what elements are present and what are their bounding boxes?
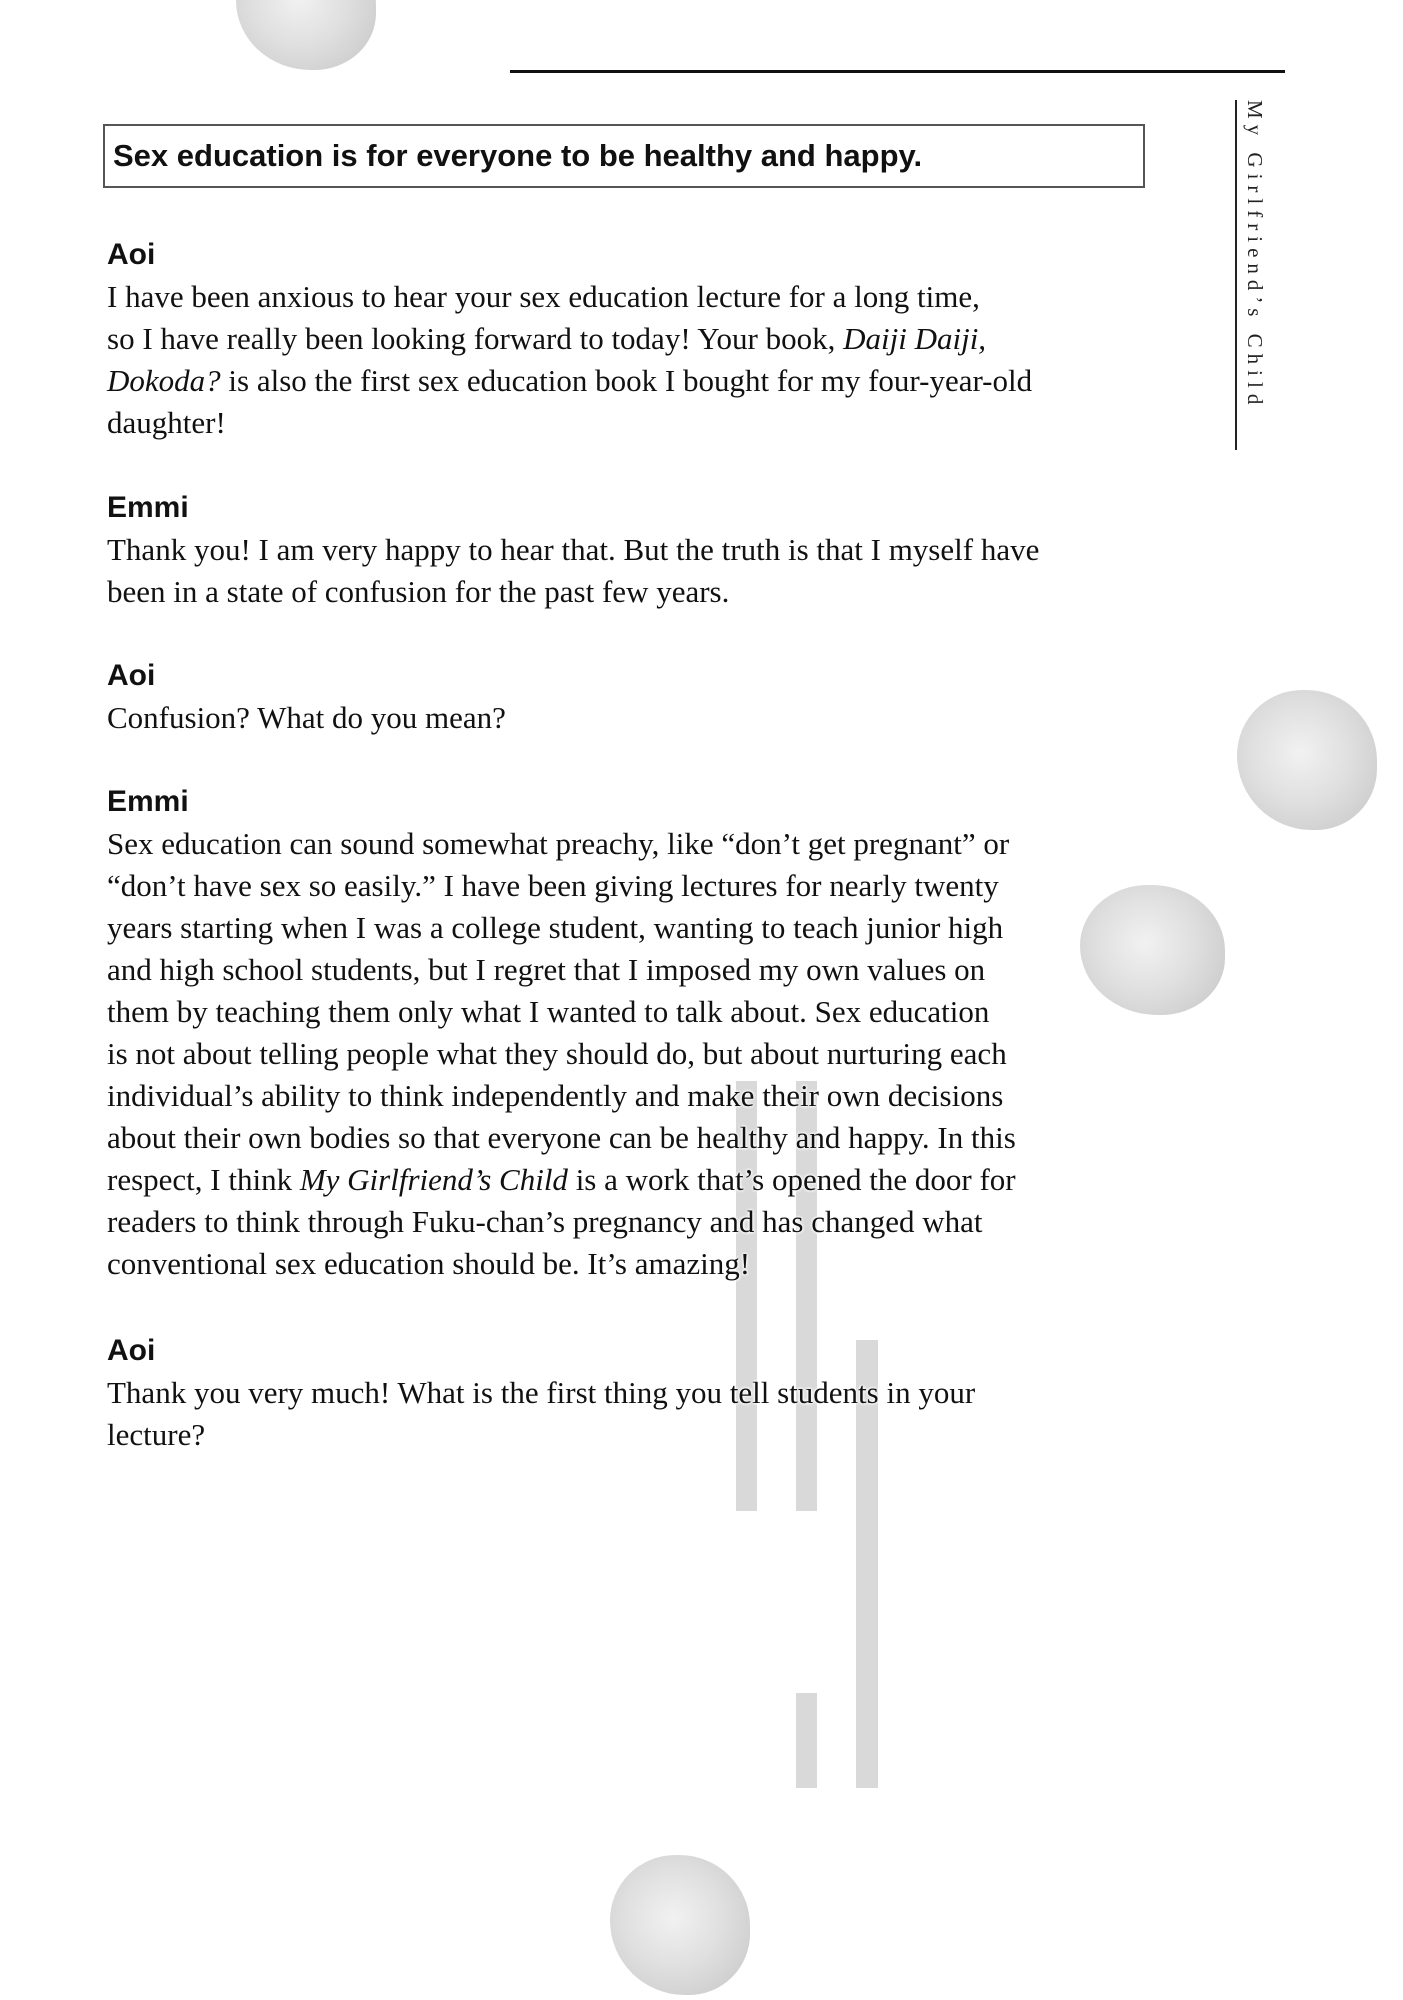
text-line	[107, 1201, 1227, 1243]
header-rule	[510, 70, 1285, 73]
running-title: My Girlfriend’s Child	[1243, 100, 1267, 411]
speaker-name: Aoi	[107, 1334, 156, 1367]
text-segment: about their own bodies so that everyone can be healthy and happy. In this	[107, 1120, 1016, 1155]
side-rule	[1235, 100, 1237, 450]
text-line	[107, 1117, 1227, 1159]
dialogue-turn	[107, 1329, 1227, 1456]
text-line	[107, 949, 1227, 991]
section-title-box	[103, 124, 1145, 188]
text-segment: individual’s ability to think independently and make their own decisions	[107, 1078, 1004, 1113]
dialogue-turn	[107, 780, 1227, 1285]
text-line	[107, 318, 1227, 360]
text-line	[107, 991, 1227, 1033]
text-segment: readers to think through Fuku-chan’s pregnancy and has changed what	[107, 1204, 983, 1239]
text-segment: them by teaching them only what I wanted to talk about. Sex education	[107, 994, 990, 1029]
text-segment: is also the first sex education book I bought for my four-year-old	[220, 363, 1033, 398]
text-segment: lecture?	[107, 1417, 206, 1452]
text-line	[107, 1159, 1227, 1201]
decorative-bar	[796, 1693, 817, 1788]
text-segment: and high school students, but I regret that I imposed my own values on	[107, 952, 986, 987]
dialogue-turn	[107, 233, 1227, 444]
text-line	[107, 571, 1227, 613]
text-segment: I have been anxious to hear your sex education lecture for a long time,	[107, 279, 980, 314]
text-line	[107, 276, 1227, 318]
text-line	[107, 1033, 1227, 1075]
text-segment: years starting when I was a college student, wanting to teach junior high	[107, 910, 1004, 945]
watercolor-blot-decoration	[610, 1855, 750, 1995]
text-line	[107, 529, 1227, 571]
dialogue-turn	[107, 486, 1227, 613]
italic-title-text: Daiji Daiji,	[843, 321, 987, 356]
text-line	[107, 823, 1227, 865]
text-line	[107, 360, 1227, 402]
watercolor-blot-decoration	[236, 0, 376, 70]
text-segment: so I have really been looking forward to today! Your book,	[107, 321, 844, 356]
text-segment: Thank you! I am very happy to hear that. But the truth is that I myself have	[107, 532, 1040, 567]
text-segment: Sex education can sound somewhat preachy, like “don’t get pregnant” or	[107, 826, 1010, 861]
text-segment: “don’t have sex so easily.” I have been giving lectures for nearly twenty	[107, 868, 999, 903]
italic-title-text: Dokoda?	[107, 363, 221, 398]
text-line	[107, 1372, 1227, 1414]
section-title: Sex education is for everyone to be healthy and happy.	[113, 138, 923, 173]
speaker-name: Aoi	[107, 659, 156, 692]
text-segment: respect, I think	[107, 1162, 300, 1197]
text-line	[107, 1243, 1227, 1285]
text-segment: daughter!	[107, 405, 226, 440]
text-segment: Confusion? What do you mean?	[107, 700, 506, 735]
text-line	[107, 402, 1227, 444]
text-segment: been in a state of confusion for the past few years.	[107, 574, 730, 609]
text-line	[107, 1075, 1227, 1117]
italic-title-text: My Girlfriend’s Child	[299, 1162, 568, 1197]
text-line	[107, 865, 1227, 907]
watercolor-blot-decoration	[1237, 690, 1377, 830]
speaker-name: Emmi	[107, 491, 189, 524]
text-segment: is not about telling people what they should do, but about nurturing each	[107, 1036, 1007, 1071]
text-segment: conventional sex education should be. It’s amazing!	[107, 1246, 751, 1281]
text-line	[107, 907, 1227, 949]
dialogue-turn	[107, 654, 1227, 739]
speaker-name: Emmi	[107, 785, 189, 818]
text-segment: is a work that’s opened the door for	[567, 1162, 1016, 1197]
text-segment: Thank you very much! What is the first thing you tell students in your	[107, 1375, 976, 1410]
text-line	[107, 1414, 1227, 1456]
speaker-name: Aoi	[107, 238, 156, 271]
text-line	[107, 697, 1227, 739]
